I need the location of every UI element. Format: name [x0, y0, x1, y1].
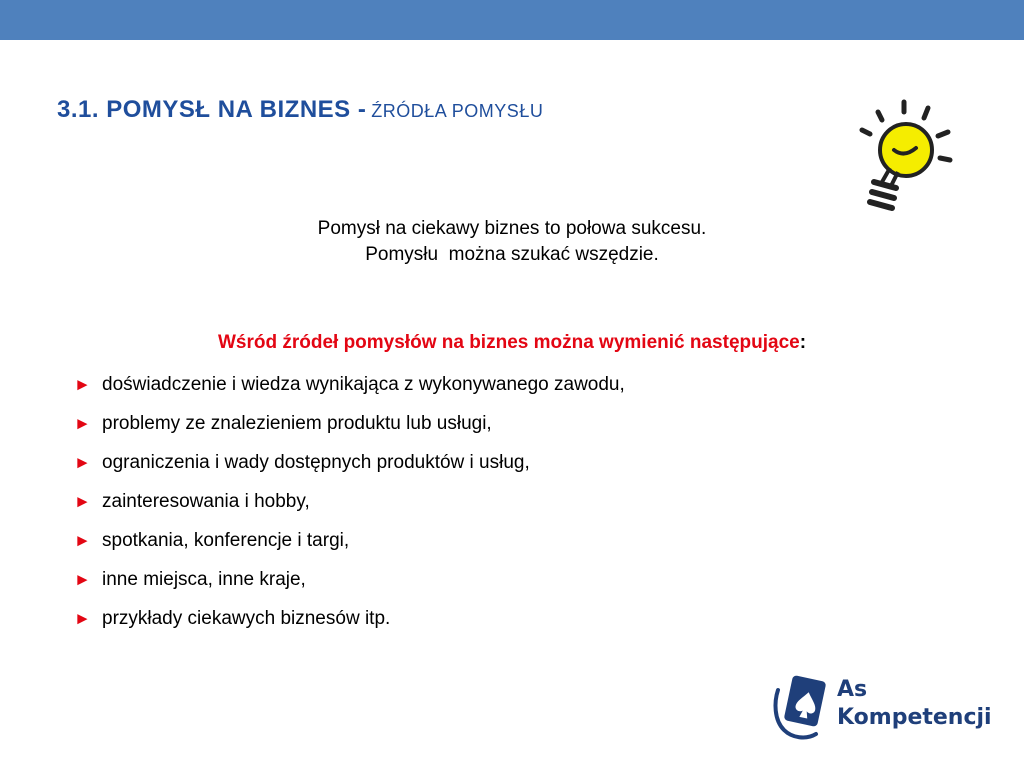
list-item	[74, 450, 625, 489]
logo-line-kompetencji: Kompetencji	[837, 705, 992, 730]
intro-line: Pomysł na ciekawy biznes to połowa sukcesu.	[317, 218, 707, 239]
card-spade-icon	[768, 672, 832, 742]
list-item	[74, 528, 625, 567]
list-heading-colon: :	[799, 332, 807, 353]
slide-title-main: 3.1. POMYSŁ NA BIZNES -	[57, 96, 367, 123]
bullet-arrow-icon: ►	[74, 609, 91, 628]
list-heading	[0, 330, 1024, 356]
sources-list	[74, 372, 625, 645]
as-kompetencji-logo	[768, 672, 998, 742]
bullet-arrow-icon: ►	[74, 531, 91, 550]
logo-text	[837, 676, 992, 732]
list-item	[74, 489, 625, 528]
light-bulb-icon	[852, 96, 964, 220]
bullet-arrow-icon: ►	[74, 453, 91, 472]
list-item-text: zainteresowania i hobby,	[102, 491, 310, 512]
list-item-text: przykłady ciekawych biznesów itp.	[102, 608, 391, 629]
top-accent-bar	[0, 0, 1024, 40]
list-item	[74, 411, 625, 450]
slide-title-sub: ŹRÓDŁA POMYSŁU	[371, 101, 544, 121]
list-item	[74, 372, 625, 411]
list-item-text: problemy ze znalezieniem produktu lub usługi,	[102, 413, 492, 434]
bullet-arrow-icon: ►	[74, 492, 91, 511]
list-item-text: spotkania, konferencje i targi,	[102, 530, 350, 551]
slide-title	[57, 95, 543, 125]
list-item-text: inne miejsca, inne kraje,	[102, 569, 306, 590]
intro-line: Pomysłu można szukać wszędzie.	[365, 244, 659, 265]
list-item-text: ograniczenia i wady dostępnych produktów i usług,	[102, 452, 530, 473]
bullet-arrow-icon: ►	[74, 570, 91, 589]
list-heading-text: Wśród źródeł pomysłów na biznes można wymienić następujące	[217, 332, 800, 353]
bullet-arrow-icon: ►	[74, 414, 91, 433]
intro-text	[0, 216, 1024, 268]
bullet-arrow-icon: ►	[74, 375, 91, 394]
list-item-text: doświadczenie i wiedza wynikająca z wykonywanego zawodu,	[102, 374, 625, 395]
list-item	[74, 606, 625, 645]
logo-line-as: As	[837, 677, 868, 702]
list-item	[74, 567, 625, 606]
